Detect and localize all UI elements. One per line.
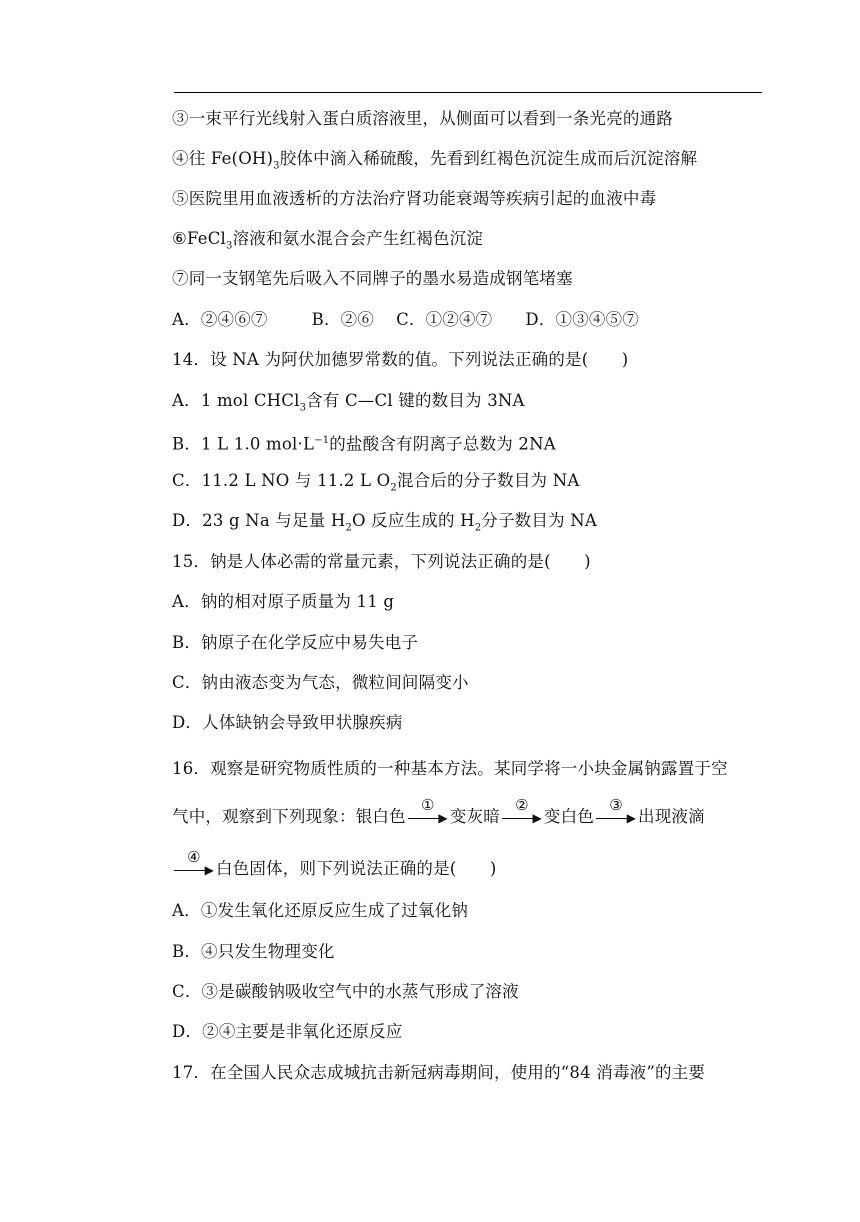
q16-option-c: C．③是碳酸钠吸收空气中的水蒸气形成了溶液 [172,982,519,1001]
q13-option-d: D．①③④⑤⑦ [525,310,640,329]
q13-option-b: B．②⑥ [311,310,375,329]
q13-option-c: C．①②④⑦ [396,310,493,329]
q16-option-d: D．②④主要是非氧化还原反应 [172,1022,403,1041]
reaction-arrow-3: ③ ▶ [594,806,638,828]
q15-stem: 15．钠是人体必需的常量元素，下列说法正确的是( ) [172,552,591,571]
q13-option-a: A．②④⑥⑦ [172,310,268,329]
q14-option-b: B．1 L 1.0 $mol\cdot L^{-1}$的盐酸含有阴离子总数为 2NA [172,434,556,454]
q15-option-c: C．钠由液态变为气态，微粒间间隔变小 [172,673,469,692]
q15-option-d: D．人体缺钠会导致甲状腺疾病 [172,713,403,732]
statement-5: ⑤医院里用血液透析的方法治疗肾功能衰竭等疾病引起的血液中毒 [172,189,657,208]
header-rule [174,92,762,93]
q14-stem: 14．设 NA 为阿伏加德罗常数的值。下列说法正确的是( ) [172,350,629,369]
q17-stem: 17．在全国人民众志成城抗击新冠病毒期间，使用的“84 消毒液”的主要 [172,1063,706,1082]
reaction-arrow-4: ④ ▶ [172,858,216,880]
q14-option-a: A．1 mol CHCl$_3$含有 C—Cl 键的数目为 3NA [172,391,525,414]
q16-option-b: B．④只发生物理变化 [172,942,335,961]
q14-option-d: D．23 g Na 与足量 $H_2O$ 反应生成的 $H_2$分子数目为 NA [172,511,597,534]
q14-option-c: C．11.2 L NO 与 11.2 L $O_2$混合后的分子数目为 NA [172,471,580,494]
statement-7: ⑦同一支钢笔先后吸入不同牌子的墨水易造成钢笔堵塞 [172,269,573,288]
statement-4: ④往 $Fe(OH)_3$胶体中滴入稀硫酸，先看到红褐色沉淀生成而后沉淀溶解 [172,149,698,172]
q16-stem-line1: 16．观察是研究物质性质的一种基本方法。某同学将一小块金属钠露置于空 [172,759,728,778]
q16-option-a: A．①发生氧化还原反应生成了过氧化钠 [172,901,469,920]
q15-option-a: A．钠的相对原子质量为 11 g [172,592,395,611]
q13-options [172,309,639,331]
statement-3: ③一束平行光线射入蛋白质溶液里，从侧面可以看到一条光亮的通路 [172,109,673,128]
reaction-arrow-2: ② ▶ [500,806,544,828]
reaction-arrow-1: ① ▶ [406,806,450,828]
statement-6: ⑥FeCl$_3$溶液和氨水混合会产生红褐色沉淀 [172,229,484,252]
q16-stem-line3: ④ ▶ 白色固体，则下列说法正确的是( ) [172,858,496,880]
q15-option-b: B．钠原子在化学反应中易失电子 [172,633,419,652]
q16-stem-line2: 气中，观察到下列现象：银白色 ① ▶ 变灰暗 ② ▶ 变白色 ③ ▶ 出现液滴 [172,796,705,826]
